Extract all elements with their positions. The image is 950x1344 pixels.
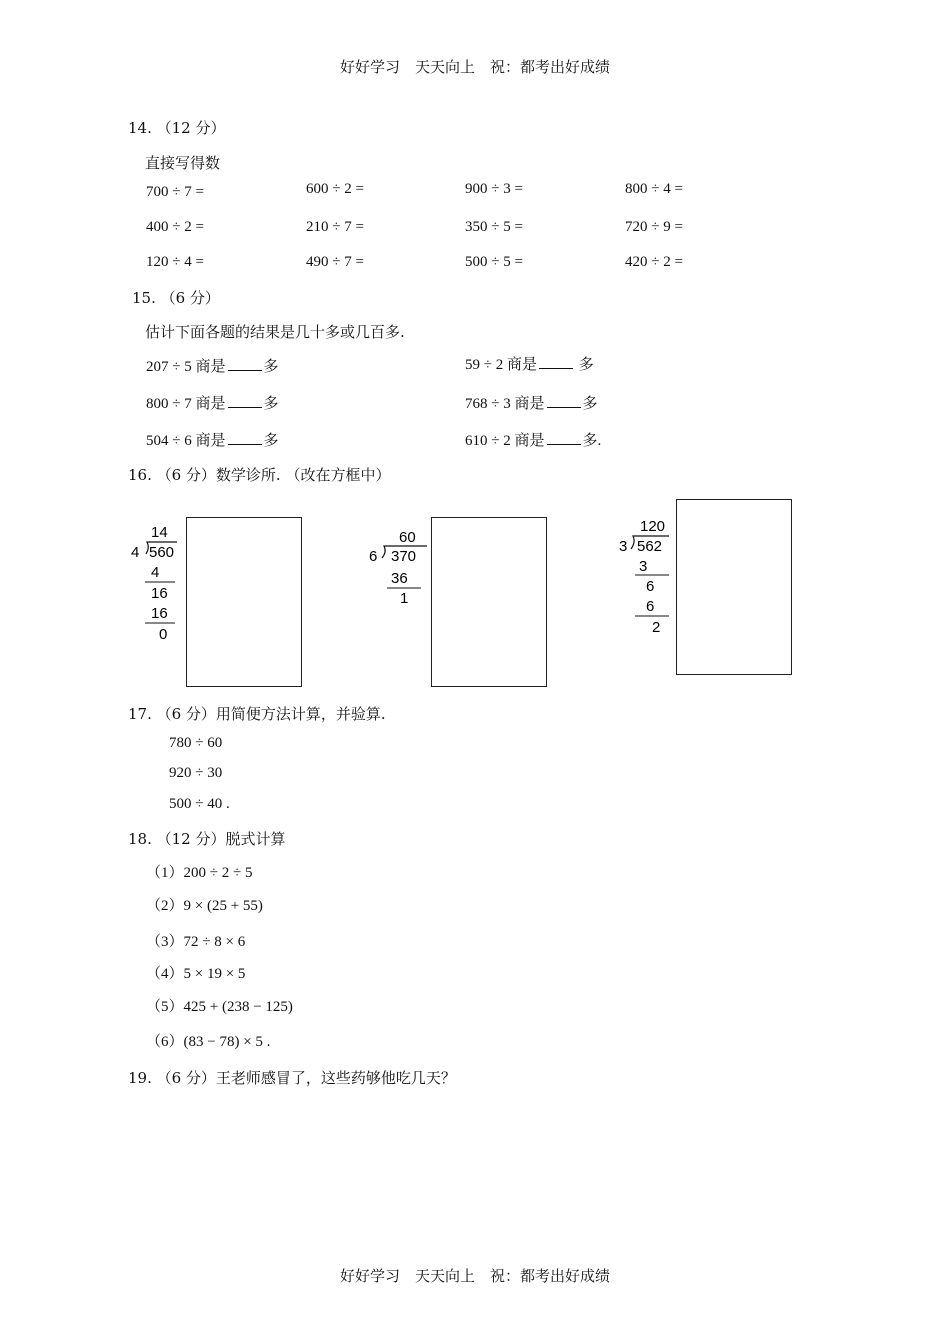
q15-mid: 商是 [514,396,545,412]
answer-blank[interactable] [539,356,573,369]
q14-item: 800 ÷ 4 = [625,181,683,197]
page-footer: 好好学习 天天向上 祝：都考出好成绩 [339,1267,610,1285]
q14-item: 490 ÷ 7 = [306,254,364,270]
divisor: 6 [369,548,378,565]
q15-expr: 207 ÷ 5 [146,359,192,375]
q15-instruction: 估计下面各题的结果是几十多或几百多. [145,323,405,341]
item-number: （5） [146,999,184,1015]
q15-item [465,392,598,413]
q14-item: 350 ÷ 5 = [465,219,523,235]
step: 16 [151,585,168,602]
q15-end: 多 [263,396,279,412]
expression: 5 × 19 × 5 [183,966,246,982]
dividend: 370 [391,548,417,565]
q15-item [146,392,279,413]
item-number: （1） [146,865,184,881]
q18-item [146,861,252,882]
item-number: （3） [146,934,184,950]
q15-item [146,355,279,376]
answer-blank[interactable] [547,395,581,408]
q15-item [465,429,601,450]
q14-item: 120 ÷ 4 = [146,254,204,270]
q17-item: 780 ÷ 60 [169,735,223,751]
quotient: 14 [151,524,168,541]
q15-mid: 商是 [506,357,537,373]
quotient: 120 [640,518,666,535]
dividend: 560 [149,544,175,561]
q14-item: 420 ÷ 2 = [625,254,683,270]
q15-mid: 商是 [195,396,226,412]
step: 6 [646,598,655,615]
correction-box-3[interactable] [676,499,792,675]
expression: 200 ÷ 2 ÷ 5 [183,865,253,881]
item-number: （2） [146,898,184,914]
q15-mid: 商是 [195,433,226,449]
q18-item [146,894,263,915]
q18-item [146,995,293,1016]
correction-box-1[interactable] [186,517,302,687]
q15-item [146,429,279,450]
q15-title: 15. （6 分） [132,289,220,307]
q15-end: 多 [263,359,279,375]
answer-blank[interactable] [547,432,581,445]
q14-item: 500 ÷ 5 = [465,254,523,270]
q14-item: 210 ÷ 7 = [306,219,364,235]
q14-item: 400 ÷ 2 = [146,219,204,235]
long-division-1 [125,518,185,648]
q15-expr: 800 ÷ 7 [146,396,192,412]
step: 2 [652,619,661,636]
q16-title: 16. （6 分）数学诊所. （改在方框中） [128,466,391,484]
q18-item [146,1030,270,1051]
q15-end: 多 [263,433,279,449]
divisor: 3 [619,538,628,555]
q15-mid: 商是 [514,433,545,449]
q17-item: 920 ÷ 30 [169,765,223,781]
item-number: （4） [146,966,184,982]
expression: 425 + (238 − 125) [183,999,293,1015]
q14-item: 720 ÷ 9 = [625,219,683,235]
q18-item [146,930,245,951]
divisor: 4 [131,544,140,561]
q17-title: 17. （6 分）用简便方法计算，并验算. [128,705,386,723]
q14-title: 14. （12 分） [128,119,226,137]
answer-blank[interactable] [228,358,262,371]
q18-item [146,962,245,983]
q15-end: 多 [582,396,598,412]
dividend: 562 [637,538,663,555]
q15-expr: 59 ÷ 2 [465,357,504,373]
q15-expr: 768 ÷ 3 [465,396,511,412]
step: 36 [391,570,408,587]
long-division-3 [615,514,677,640]
expression: (83 − 78) × 5 . [183,1034,271,1050]
q15-expr: 610 ÷ 2 [465,433,511,449]
long-division-2 [365,524,431,614]
expression: 9 × (25 + 55) [183,898,263,914]
q15-mid: 商是 [195,359,226,375]
answer-blank[interactable] [228,395,262,408]
page-header: 好好学习 天天向上 祝：都考出好成绩 [339,58,610,76]
step: 1 [400,590,409,607]
correction-box-2[interactable] [431,517,547,687]
q14-item: 600 ÷ 2 = [306,181,364,197]
answer-blank[interactable] [228,432,262,445]
step: 3 [639,558,648,575]
q18-title: 18. （12 分）脱式计算 [128,830,286,848]
q15-expr: 504 ÷ 6 [146,433,192,449]
step: 6 [646,578,655,595]
q15-end: 多. [582,433,602,449]
q15-end: 多 [578,357,594,373]
step: 4 [151,564,160,581]
item-number: （6） [146,1034,184,1050]
step: 0 [159,626,168,643]
step: 16 [151,605,168,622]
quotient: 60 [399,529,416,546]
q15-item [465,353,594,374]
q19-title: 19. （6 分）王老师感冒了，这些药够他吃几天？ [128,1069,456,1087]
q17-item: 500 ÷ 40 . [169,796,230,812]
q14-item: 900 ÷ 3 = [465,181,523,197]
q14-instruction: 直接写得数 [145,154,221,172]
q14-item: 700 ÷ 7 = [146,184,204,200]
expression: 72 ÷ 8 × 6 [183,934,246,950]
